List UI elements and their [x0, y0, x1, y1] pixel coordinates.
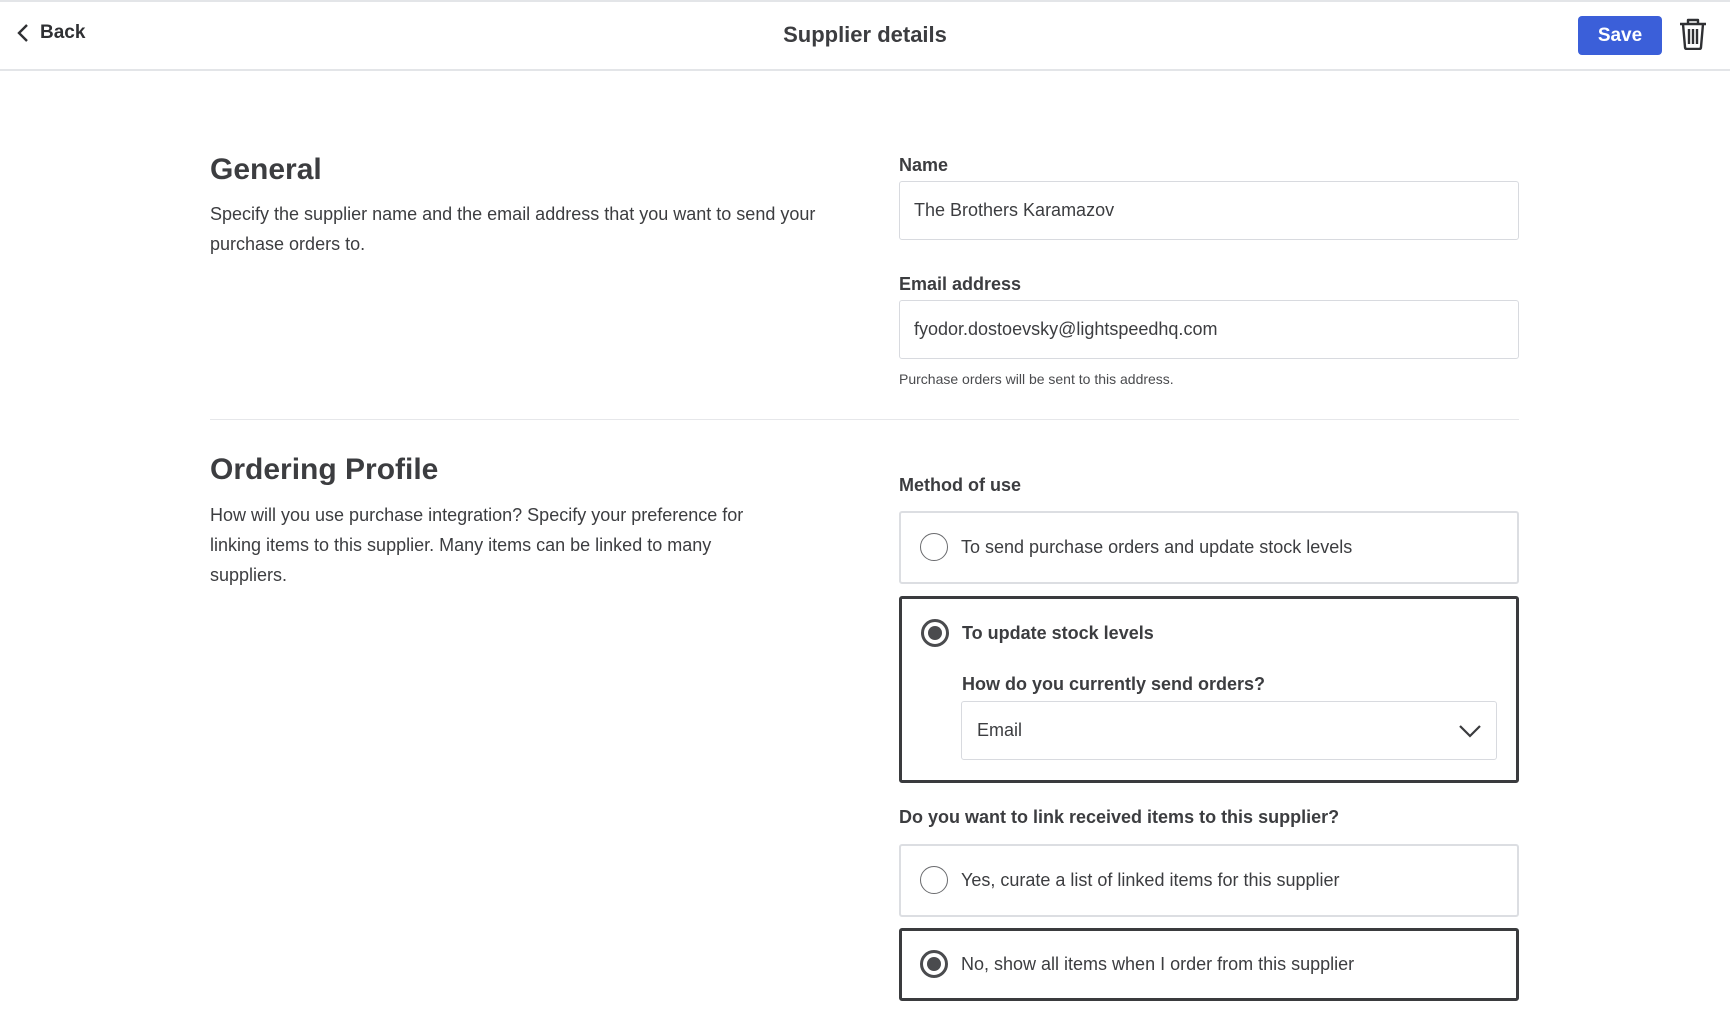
email-input[interactable]: fyodor.dostoevsky@lightspeedhq.com — [899, 300, 1519, 359]
radio-button-selected[interactable] — [921, 619, 949, 647]
trash-icon — [1678, 18, 1708, 50]
section-divider — [210, 419, 1519, 420]
option-label: To update stock levels — [962, 623, 1154, 643]
name-input[interactable]: The Brothers Karamazov — [899, 181, 1519, 240]
option-label: No, show all items when I order from this supplier — [961, 954, 1355, 974]
ordering-heading: Ordering Profile — [210, 453, 439, 486]
general-description: Specify the supplier name and the email address that you want to send your purchase orders to. — [210, 204, 816, 254]
method-option-send-and-update[interactable] — [899, 511, 1519, 584]
email-label: Email address — [899, 274, 1022, 294]
delete-button[interactable] — [1678, 18, 1708, 55]
back-label: Back — [40, 22, 86, 43]
ordering-description: How will you use purchase integration? Specify your preference for linking items to this supplier. Many items can be linked to many suppliers. — [210, 505, 744, 585]
select-value: Email — [977, 720, 1023, 740]
general-heading: General — [210, 153, 322, 186]
name-label: Name — [899, 155, 949, 175]
radio-button[interactable] — [920, 533, 948, 561]
link-option-no[interactable] — [899, 928, 1519, 1001]
radio-button-selected[interactable] — [920, 950, 948, 978]
save-button[interactable]: Save — [1578, 16, 1662, 55]
chevron-down-icon — [1459, 724, 1481, 738]
page-title: Supplier details — [783, 22, 947, 47]
send-orders-question: How do you currently send orders? — [962, 674, 1266, 694]
method-label: Method of use — [899, 475, 1021, 495]
option-label: Yes, curate a list of linked items for this supplier — [961, 870, 1340, 890]
radio-button[interactable] — [920, 866, 948, 894]
link-question: Do you want to link received items to this supplier? — [899, 807, 1340, 827]
link-option-yes[interactable] — [899, 844, 1519, 917]
option-label: To send purchase orders and update stock levels — [961, 537, 1353, 557]
send-method-select[interactable] — [961, 701, 1497, 760]
email-help-text: Purchase orders will be sent to this address. — [899, 371, 1174, 387]
